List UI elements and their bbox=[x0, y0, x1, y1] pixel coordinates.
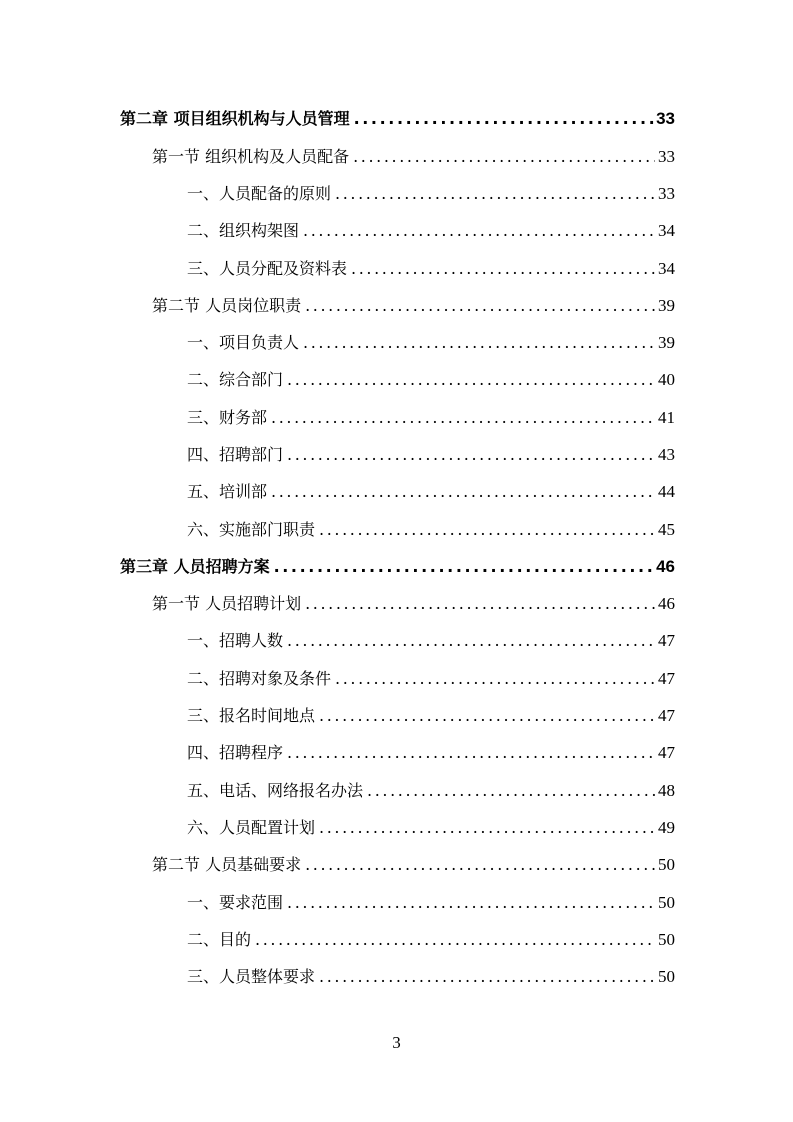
toc-entry-item[interactable] bbox=[187, 965, 675, 989]
dot-leader bbox=[301, 853, 655, 877]
toc-entry-page: 49 bbox=[658, 818, 675, 837]
toc-entry-title: 四、招聘部门 bbox=[187, 445, 284, 464]
toc-entry-title: 二、组织构架图 bbox=[187, 221, 300, 240]
toc-entry-item[interactable] bbox=[187, 368, 675, 392]
toc-entry-section[interactable] bbox=[152, 853, 675, 877]
toc-entry-page: 50 bbox=[658, 855, 675, 874]
toc-entry-page: 33 bbox=[658, 147, 675, 166]
toc-entry-section[interactable] bbox=[152, 294, 675, 318]
toc-entry-title: 四、招聘程序 bbox=[187, 743, 284, 762]
toc-entry-title: 三、财务部 bbox=[187, 408, 268, 427]
toc-entry-page: 47 bbox=[658, 706, 675, 725]
toc-entry-item[interactable] bbox=[187, 257, 675, 281]
toc-entry-title: 一、人员配备的原则 bbox=[187, 184, 332, 203]
dot-leader bbox=[301, 592, 655, 616]
dot-leader bbox=[283, 629, 655, 653]
dot-leader bbox=[299, 219, 655, 243]
toc-entry-page: 34 bbox=[658, 259, 675, 278]
toc-entry-item[interactable] bbox=[187, 779, 675, 803]
toc-entry-title: 第二节 人员岗位职责 bbox=[152, 296, 302, 315]
dot-leader bbox=[315, 704, 655, 728]
toc-entry-page: 47 bbox=[658, 631, 675, 650]
toc-entry-page: 33 bbox=[656, 109, 675, 128]
dot-leader bbox=[267, 406, 655, 430]
toc-entry-item[interactable] bbox=[187, 667, 675, 691]
toc-entry-title: 二、目的 bbox=[187, 930, 252, 949]
toc-entry-page: 50 bbox=[658, 930, 675, 949]
toc-entry-page: 39 bbox=[658, 333, 675, 352]
dot-leader bbox=[363, 779, 655, 803]
toc-entry-page: 46 bbox=[658, 594, 675, 613]
dot-leader bbox=[299, 331, 655, 355]
toc-entry-title: 三、人员整体要求 bbox=[187, 967, 316, 986]
toc-entry-item[interactable] bbox=[187, 219, 675, 243]
toc-entry-title: 六、人员配置计划 bbox=[187, 818, 316, 837]
toc-entry-page: 39 bbox=[658, 296, 675, 315]
toc-entry-title: 一、要求范围 bbox=[187, 893, 284, 912]
toc-entry-page: 50 bbox=[658, 893, 675, 912]
toc-entry-item[interactable] bbox=[187, 331, 675, 355]
page-number: 3 bbox=[392, 1033, 401, 1052]
dot-leader bbox=[283, 443, 655, 467]
dot-leader bbox=[331, 182, 655, 206]
dot-leader bbox=[349, 145, 655, 169]
dot-leader bbox=[251, 928, 655, 952]
dot-leader bbox=[350, 107, 655, 131]
toc-entry-page: 50 bbox=[658, 967, 675, 986]
toc-entry-title: 第二节 人员基础要求 bbox=[152, 855, 302, 874]
toc-entry-title: 第二章 项目组织机构与人员管理 bbox=[120, 109, 350, 128]
toc-entry-title: 三、人员分配及资料表 bbox=[187, 259, 348, 278]
toc-entry-item[interactable] bbox=[187, 182, 675, 206]
toc-entry-item[interactable] bbox=[187, 406, 675, 430]
dot-leader bbox=[315, 965, 655, 989]
toc-entry-title: 第一节 组织机构及人员配备 bbox=[152, 147, 350, 166]
toc-entry-item[interactable] bbox=[187, 518, 675, 542]
dot-leader bbox=[331, 667, 655, 691]
toc-entry-item[interactable] bbox=[187, 629, 675, 653]
toc-entry-title: 五、电话、网络报名办法 bbox=[187, 781, 364, 800]
toc-entry-title: 一、项目负责人 bbox=[187, 333, 300, 352]
toc-entry-item[interactable] bbox=[187, 891, 675, 915]
toc-entry-page: 43 bbox=[658, 445, 675, 464]
dot-leader bbox=[301, 294, 655, 318]
dot-leader bbox=[315, 816, 655, 840]
toc-entry-title: 二、招聘对象及条件 bbox=[187, 669, 332, 688]
toc-entry-item[interactable] bbox=[187, 704, 675, 728]
toc-entry-title: 第三章 人员招聘方案 bbox=[120, 557, 270, 576]
dot-leader bbox=[267, 480, 655, 504]
dot-leader bbox=[347, 257, 655, 281]
toc-entry-item[interactable] bbox=[187, 480, 675, 504]
toc-entry-page: 34 bbox=[658, 221, 675, 240]
toc-entry-chapter[interactable] bbox=[120, 107, 675, 131]
dot-leader bbox=[283, 741, 655, 765]
toc-entry-title: 第一节 人员招聘计划 bbox=[152, 594, 302, 613]
toc-entry-item[interactable] bbox=[187, 816, 675, 840]
toc-entry-item[interactable] bbox=[187, 443, 675, 467]
toc-entry-page: 48 bbox=[658, 781, 675, 800]
dot-leader bbox=[315, 518, 655, 542]
toc-entry-page: 40 bbox=[658, 370, 675, 389]
toc-entry-title: 二、综合部门 bbox=[187, 370, 284, 389]
toc-entry-title: 五、培训部 bbox=[187, 482, 268, 501]
toc-entry-page: 33 bbox=[658, 184, 675, 203]
toc-entry-page: 44 bbox=[658, 482, 675, 501]
dot-leader bbox=[283, 891, 655, 915]
toc-entry-page: 47 bbox=[658, 669, 675, 688]
toc-entry-title: 一、招聘人数 bbox=[187, 631, 284, 650]
toc-entry-item[interactable] bbox=[187, 741, 675, 765]
dot-leader bbox=[270, 555, 655, 579]
toc-entry-page: 47 bbox=[658, 743, 675, 762]
dot-leader bbox=[283, 368, 655, 392]
toc-entry-section[interactable] bbox=[152, 592, 675, 616]
toc-entry-title: 六、实施部门职责 bbox=[187, 520, 316, 539]
toc-entry-section[interactable] bbox=[152, 145, 675, 169]
toc-entry-page: 41 bbox=[658, 408, 675, 427]
toc-entry-title: 三、报名时间地点 bbox=[187, 706, 316, 725]
toc-entry-page: 45 bbox=[658, 520, 675, 539]
toc-entry-item[interactable] bbox=[187, 928, 675, 952]
toc-entry-chapter[interactable] bbox=[120, 555, 675, 579]
toc-entry-page: 46 bbox=[656, 557, 675, 576]
